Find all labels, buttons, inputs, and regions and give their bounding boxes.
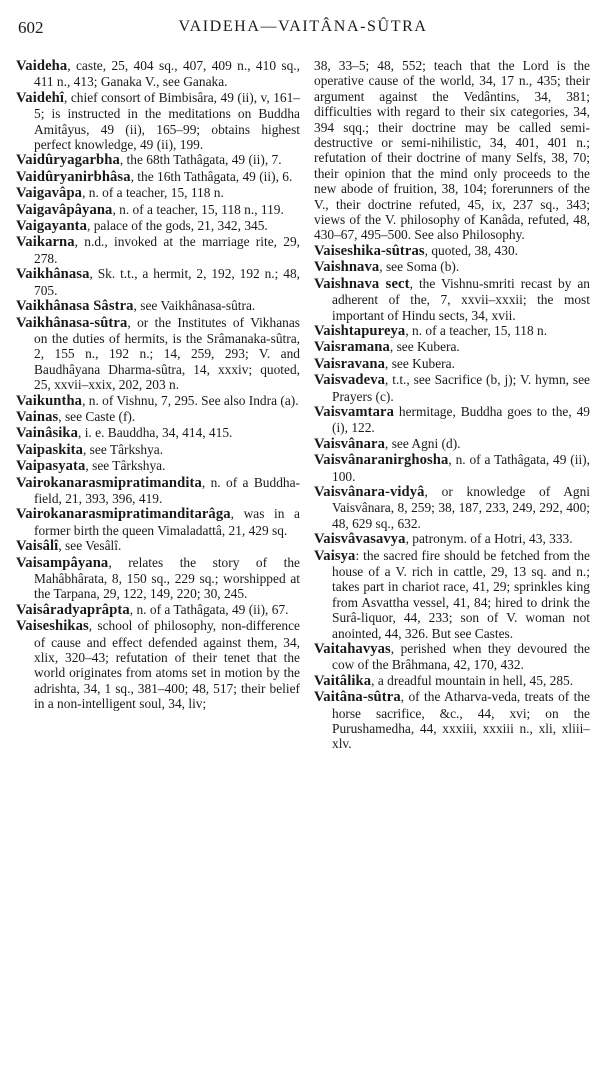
entry-text: , of the Atharva-veda, treats of the horse sacrifice, &c., 44, xvi; on the Purushamedha, 44, xxxiii, xxxiii n., xli, xliii–xlv.	[332, 689, 590, 752]
entry-headword: Vaitâlika	[314, 672, 372, 689]
entry-text: , chief consort of Bimbisâra, 49 (ii), v, 161–5; is instructed in the meditations on Buddha Amitâyus, 49 (ii), 165–99; obtains highest perfect knowledge, 49 (ii), 199.	[34, 89, 300, 153]
entry-headword: Vaikuntha	[16, 392, 83, 409]
index-entry	[16, 602, 300, 618]
entry-headword: Vaigayanta	[16, 218, 88, 235]
entry-text: , n. of a teacher, 15, 118 n.	[405, 322, 548, 338]
index-entry	[314, 452, 590, 484]
right-column	[314, 58, 590, 752]
entry-headword: Vaikhânasa Sâstra	[16, 298, 134, 315]
index-entry	[314, 484, 590, 531]
entry-text: 38, 33–5; 48, 552; teach that the Lord is the operative cause of the world, 34, 17 n., 435; their argument against the Vedântins, 34, 381; difficulties with regard to their six categories, 34, 394 sqq.; their doctrine may be called semi-destructive or semi-nihilistic, 34, 401, 401 n.; refutation of their doctrine of many Selfs, 38, 70; their opinion that the mind only proceeds to the new abode of fruition, 38, 104; forerunners of the V., their doctrine refuted, 45, ix, 237 sq., 343; views of the V. philosophy of Kanâda, refuted, 48, 430–67, 495–500. See also Philosophy.	[314, 58, 590, 243]
entry-headword: Vaisvâvasavya	[314, 531, 406, 548]
entry-headword: Vaisya	[314, 547, 356, 564]
index-entry	[314, 356, 590, 372]
index-entry	[16, 393, 300, 409]
entry-text: , Sk. t.t., a hermit, 2, 192, 192 n.; 48, 705.	[34, 266, 300, 298]
entry-text: , n.d., invoked at the marriage rite, 29, 278.	[34, 234, 300, 266]
entry-headword: Vaikhânasa-sûtra	[16, 314, 128, 331]
entry-headword: Vaipasyata	[16, 458, 86, 475]
entry-headword: Vaidûryagarbha	[16, 152, 120, 169]
entry-text: , see Agni (d).	[385, 435, 461, 451]
index-entry	[314, 404, 590, 436]
entry-headword: Vaigavâpâyana	[16, 201, 113, 218]
index-entry	[16, 475, 300, 507]
entry-text: , n. of Vishnu, 7, 295. See also Indra (a).	[82, 392, 299, 408]
entry-headword: Vaidûryanirbhâsa	[16, 168, 131, 185]
entry-text: : the sacred fire should be fetched from the house of a V. rich in cattle, 29, 13 sq. and n.; takes part in chariot race, 41, 29; sprinkles king from Asvattha vessel, 41, 84; hired to drink the Surâ-liquor, 44, 233; son of V. woman not anointed, 44, 326. But see Castes.	[332, 547, 590, 641]
entry-headword: Vaisâradyaprâpta	[16, 601, 130, 618]
entry-headword: Vainâsika	[16, 425, 79, 442]
entry-headword: Vairokanarasmipratimandita	[16, 474, 202, 491]
entry-headword: Vaitâna-sûtra	[314, 689, 401, 706]
index-entry	[314, 531, 590, 547]
index-entry	[314, 323, 590, 339]
index-entry	[16, 152, 300, 168]
entry-headword: Vaipaskita	[16, 441, 83, 458]
index-entry	[16, 442, 300, 458]
entry-text: , n. of a Tathâgata, 49 (ii), 67.	[129, 601, 289, 617]
entry-text: , patronym. of a Hotri, 43, 333.	[405, 531, 573, 547]
entry-headword: Vaideha	[16, 58, 68, 74]
page-number: 602	[18, 18, 44, 37]
entry-headword: Vaikhânasa	[16, 266, 90, 283]
entry-text: , t.t., see Sacrifice (b, j); V. hymn, see Prayers (c).	[332, 372, 590, 404]
index-entry	[16, 90, 300, 153]
index-entry	[314, 548, 590, 641]
entry-text: , a dreadful mountain in hell, 45, 285.	[371, 672, 574, 688]
running-title: VAIDEHA—VAITÂNA-SÛTRA	[178, 18, 428, 35]
entry-text: , was in a former birth the queen Vimaladattâ, 21, 429 sq.	[34, 506, 300, 538]
index-entry	[16, 266, 300, 298]
index-entry	[16, 315, 300, 393]
entry-text: , relates the story of the Mahâbhârata, 8, 150 sq., 229 sq.; worshipped at the Tarpana, 29, 122, 149, 220; 30, 245.	[34, 554, 300, 602]
entry-text: , see Vesâlî.	[58, 538, 122, 554]
entry-text: , n. of a teacher, 15, 118 n., 119.	[112, 201, 284, 217]
entry-headword: Vaisramana	[314, 339, 390, 356]
entry-text: hermitage, Buddha goes to the, 49 (i), 122.	[332, 403, 590, 436]
entry-text: , see Soma (b).	[379, 259, 460, 275]
entry-text: , school of philosophy, non-difference of cause and effect defended against them, 34, xlix, 320–43; refutation of their tenet that the world originates from atoms set in motion by the adrishta, 34, 1 sq., 381–400; 48, 517; their belief in a non-intelligent soul, 34, liv;	[34, 618, 300, 712]
entry-headword: Vaigavâpa	[16, 185, 83, 202]
entry-text: , see Caste (f).	[58, 408, 136, 424]
entry-headword: Vaisvânara	[314, 435, 386, 452]
entry-headword: Vaikarna	[16, 234, 75, 251]
index-entry	[16, 538, 300, 554]
index-entry	[16, 234, 300, 266]
index-entry	[16, 185, 300, 201]
entry-text: , or the Institutes of Vikhanas on the duties of hermits, is the Srâmanaka-sûtra, 2, 155 n., 192 n.; 14, 259, 293; V. and Baudhâyana Dharma-sûtra, 14, xxxiv; quoted, 25, xxvii–xxix, 202, 203 n.	[34, 314, 300, 393]
entry-headword: Vaisvamtara	[314, 403, 395, 420]
index-entry	[314, 436, 590, 452]
entry-text: , quoted, 38, 430.	[424, 242, 518, 258]
index-entry	[16, 169, 300, 185]
index-entry	[16, 202, 300, 218]
entry-headword: Vaishtapureya	[314, 322, 406, 339]
entry-headword: Vaishnava sect	[314, 275, 410, 292]
entry-headword: Vaisâlî	[16, 538, 59, 555]
index-entry	[314, 243, 590, 259]
index-entry	[16, 58, 300, 90]
entry-headword: Vaiseshika-sûtras	[314, 242, 425, 259]
entry-text: , the 16th Tathâgata, 49 (ii), 6.	[130, 168, 293, 184]
entry-headword: Vaisravana	[314, 355, 386, 372]
index-entry	[314, 276, 590, 323]
index-entry	[314, 673, 590, 689]
entry-headword: Vaisvadeva	[314, 372, 386, 389]
entry-text: , the Vishnu-smriti recast by an adherent of the, 7, xxvii–xxxii; the most important of Hindu sects, 34, xvii.	[332, 275, 590, 323]
entry-text: , caste, 25, 404 sq., 407, 409 n., 410 sq., 411 n., 413; Ganaka V., see Ganaka.	[34, 58, 300, 90]
entry-text: , perished when they devoured the cow of the Brâhmana, 42, 170, 432.	[332, 641, 590, 673]
index-entry	[16, 506, 300, 538]
index-entry	[314, 372, 590, 404]
index-entry	[16, 409, 300, 425]
entry-text: , i. e. Bauddha, 34, 414, 415.	[78, 425, 233, 441]
entry-text: , the 68th Tathâgata, 49 (ii), 7.	[119, 152, 282, 168]
entry-headword: Vaisvânaranirghosha	[314, 452, 449, 469]
entry-text: , see Vaikhânasa-sûtra.	[133, 298, 256, 314]
index-entry	[314, 689, 590, 752]
entry-text: , see Târkshya.	[82, 441, 164, 457]
entry-headword: Vairokanarasmipratimanditarâga	[16, 506, 231, 523]
entry-text: , n. of a Tathâgata, 49 (ii), 100.	[332, 452, 590, 484]
index-entry	[314, 58, 590, 243]
entry-text: , n. of a Buddha-field, 21, 393, 396, 419.	[34, 474, 300, 506]
entry-text: , palace of the gods, 21, 342, 345.	[87, 218, 268, 234]
index-entry	[16, 218, 300, 234]
entry-headword: Vaisvânara-vidyâ	[314, 483, 425, 500]
index-entry	[16, 458, 300, 474]
index-entry	[16, 298, 300, 314]
entry-headword: Vaidehî	[16, 89, 65, 106]
index-entry	[314, 339, 590, 355]
index-entry	[314, 641, 590, 673]
entry-text: , see Kubera.	[389, 339, 460, 355]
entry-text: , or knowledge of Agni Vaisvânara, 8, 259; 38, 187, 233, 249, 292, 400; 48, 629 sq., 632.	[332, 483, 590, 531]
entry-text: , see Târkshya.	[85, 458, 166, 474]
index-entry	[314, 259, 590, 275]
entry-headword: Vainas	[16, 408, 59, 425]
index-entry	[16, 618, 300, 711]
entry-text: , n. of a teacher, 15, 118 n.	[82, 185, 224, 201]
index-entry	[16, 425, 300, 441]
index-entry	[16, 555, 300, 602]
entry-text: , see Kubera.	[385, 355, 455, 371]
entry-headword: Vaitahavyas	[314, 641, 391, 658]
left-column	[16, 58, 300, 712]
page-header	[18, 18, 588, 40]
entry-headword: Vaishnava	[314, 259, 380, 276]
entry-headword: Vaiseshikas	[16, 618, 89, 635]
entry-headword: Vaisampâyana	[16, 554, 109, 571]
